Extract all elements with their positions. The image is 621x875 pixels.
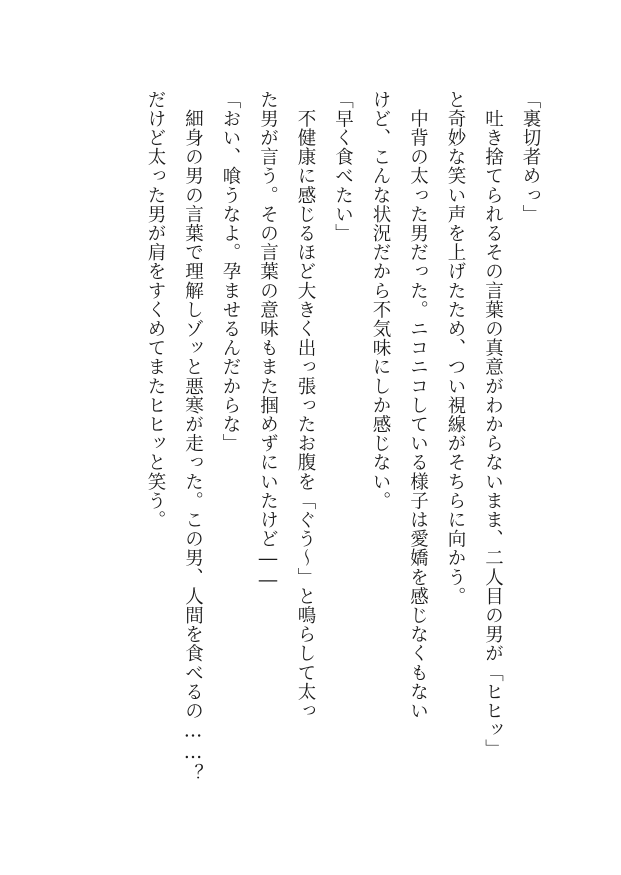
text-line: た男が言う。その言葉の意味もまた掴めずにいたけど―― <box>257 90 279 592</box>
text-line: 不健康に感じるほど大きく出っ張ったお腹を「ぐう～」と鳴らして太っ <box>295 90 316 721</box>
text-line: 吐き捨てられるその言葉の真意がわからないまま、二人目の男が「ヒヒッ」 <box>482 90 504 759</box>
text-line: 細身の男の言葉で理解しゾッと悪寒が走った。この男、人間を食べるの……？ <box>182 90 204 783</box>
text-line: 中背の太った男だった。ニコニコしている様子は愛嬌を感じなくもない <box>407 90 429 721</box>
text-line: 「おい、喰うなよ。孕ませるんだからな」 <box>220 90 241 453</box>
text-line: だけど太った男が肩をすくめてまたヒヒッと笑う。 <box>145 90 166 530</box>
text-line: と奇妙な笑い声を上げたため、つい視線がそちらに向かう。 <box>445 90 466 606</box>
text-line: 「早く食べたい」 <box>332 90 354 243</box>
text-line: 「裏切者めっ」 <box>520 90 541 224</box>
vertical-text-body <box>137 90 550 810</box>
text-line: けど、こんな状況だから不気味にしか感じない。 <box>370 90 391 511</box>
